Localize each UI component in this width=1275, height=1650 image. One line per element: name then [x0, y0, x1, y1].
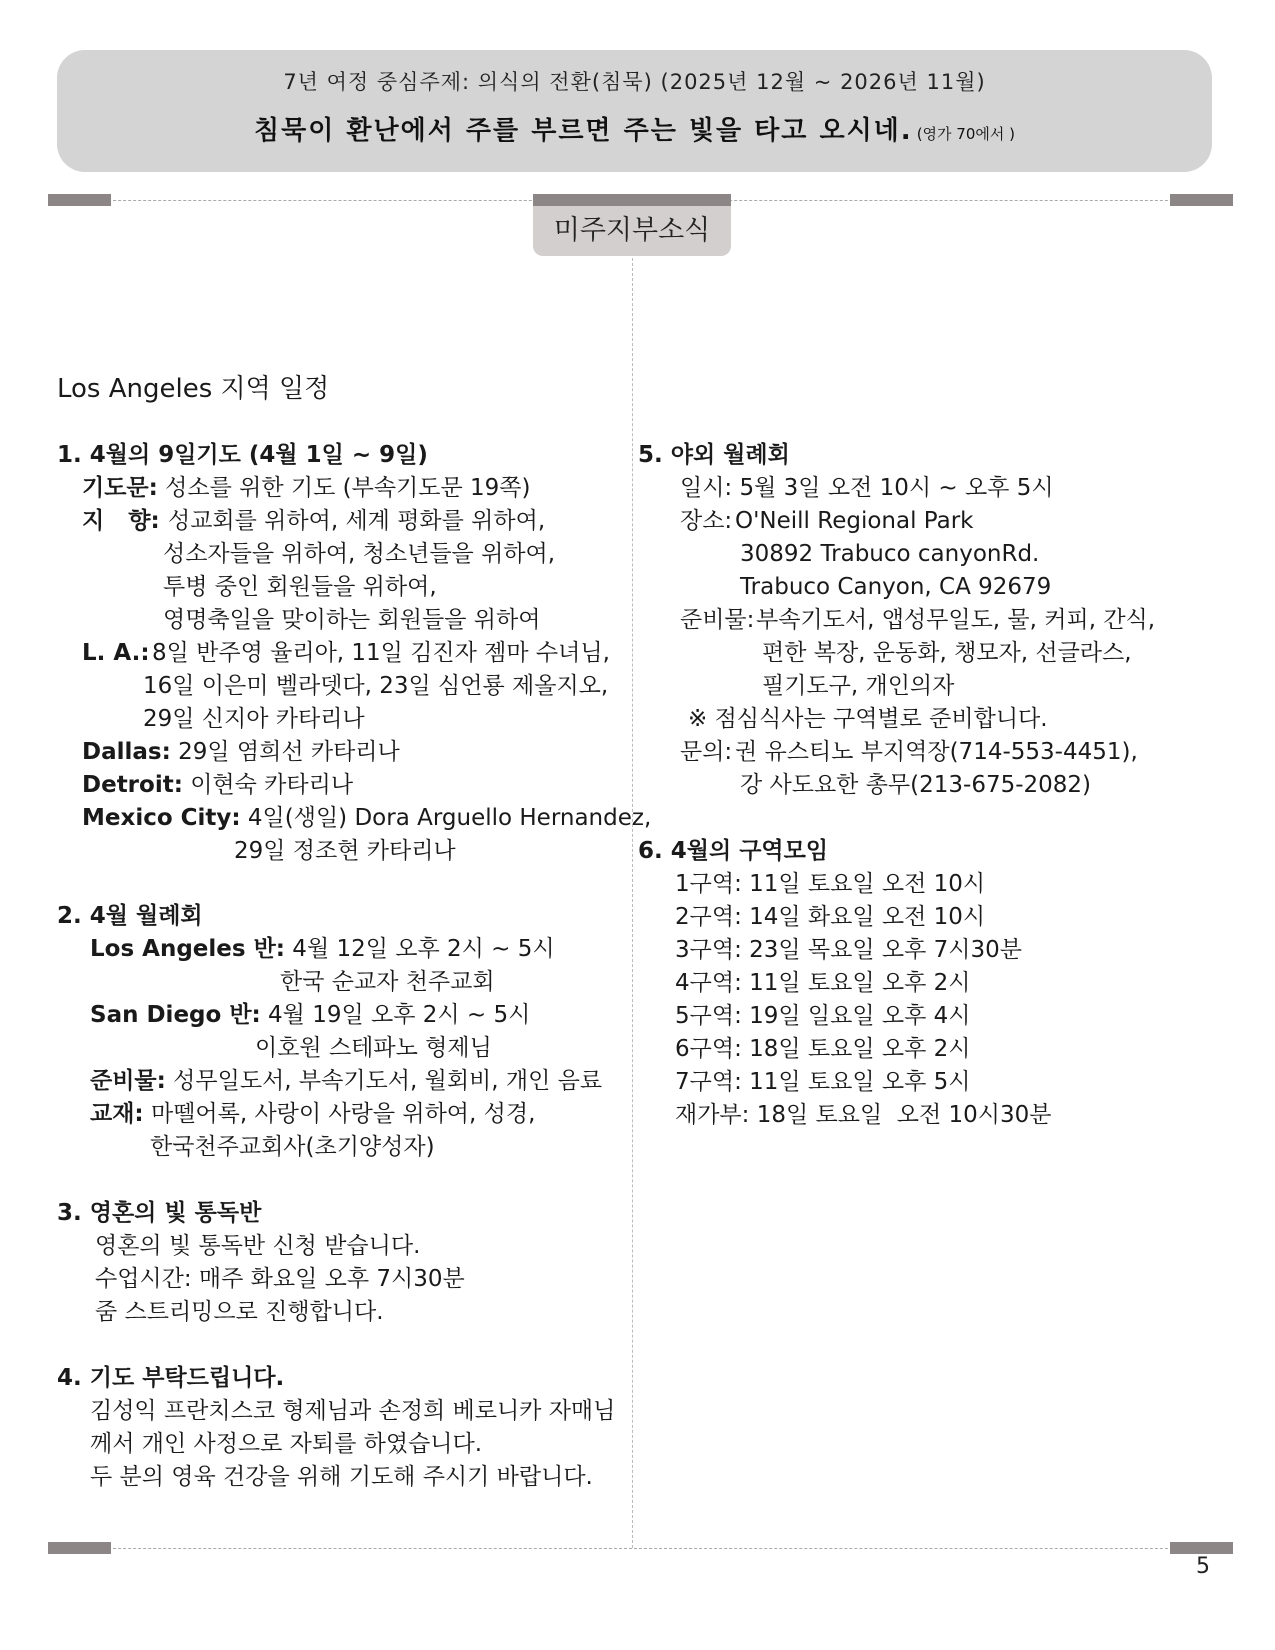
prayer-request-line: 께서 개인 사정으로 자퇴를 하였습니다.: [90, 1431, 483, 1457]
prayer-label: 기도문:: [82, 475, 158, 501]
section-4-heading: 4. 기도 부탁드립니다.: [57, 1365, 285, 1391]
banner-theme-line: 7년 여정 중심주제: 의식의 전환(침묵) (2025년 12월 ~ 2026년 11월): [283, 70, 986, 94]
column-divider: [632, 258, 633, 1548]
reading-line: 영혼의 빛 통독반 신청 받습니다.: [95, 1233, 421, 1259]
district-meeting-row: 7구역: 11일 토요일 오후 5시: [675, 1069, 971, 1095]
intent-label: 지 향:: [82, 508, 160, 534]
section-5-heading: 5. 야외 월례회: [638, 442, 790, 468]
contact-line: 강 사도요한 총무(213-675-2082): [740, 772, 1092, 798]
textbook-label: 교재:: [90, 1101, 144, 1127]
prayer-text: 성소를 위한 기도 (부속기도문 19쪽): [157, 475, 531, 501]
la-label: L. A.:: [82, 640, 150, 666]
contact-label: 문의:: [680, 739, 733, 765]
la-line: 16일 이은미 벨라뎃다, 23일 심언룡 제올지오,: [143, 673, 609, 699]
mexico-line: [82, 802, 651, 835]
lunch-note: ※ 점심식사는 구역별로 준비합니다.: [688, 706, 1048, 732]
sd-meeting-time: 4월 19일 오후 2시 ~ 5시: [260, 1002, 531, 1028]
intent-line: 영명축일을 맞이하는 회원들을 위하여: [163, 607, 541, 633]
textbook-line-2: 한국천주교회사(초기양성자): [150, 1134, 435, 1160]
outing-place-label: 장소:: [680, 508, 733, 534]
textbook-line: [90, 1098, 535, 1131]
section-title-tab: 미주지부소식: [533, 194, 731, 256]
detroit-label: Detroit:: [82, 772, 183, 798]
la-meeting-place: 한국 순교자 천주교회: [280, 969, 495, 995]
outing-place-line: 30892 Trabuco canyonRd.: [740, 541, 1040, 567]
prep-label: 준비물:: [90, 1068, 166, 1094]
sd-meeting-label: San Diego 반:: [90, 1002, 261, 1028]
district-meeting-row: 1구역: 11일 토요일 오전 10시: [675, 871, 986, 897]
bottom-left-bar: [48, 1542, 111, 1554]
top-right-bar: [1170, 194, 1233, 206]
banner-verse-line: [57, 110, 1212, 147]
section-6-heading: 6. 4월의 구역모임: [638, 838, 829, 864]
la-meeting-line: [90, 933, 555, 966]
la-line: 29일 신지아 카타리나: [143, 706, 365, 732]
mexico-text: 4일(생일) Dora Arguello Hernandez,: [240, 805, 652, 831]
banner-verse-text: 침묵이 환난에서 주를 부르면 주는 빛을 타고 오시네.: [254, 116, 913, 146]
sd-meeting-place: 이호원 스테파노 형제님: [255, 1035, 492, 1061]
intent-line: 성교회를 위하여, 세계 평화를 위하여,: [168, 508, 546, 534]
outing-prep-line: 부속기도서, 앱성무일도, 물, 커피, 간식,: [756, 607, 1156, 633]
detroit-line: [82, 769, 353, 802]
dallas-line: [82, 736, 400, 769]
district-meeting-row: 4구역: 11일 토요일 오후 2시: [675, 970, 971, 996]
contact-line: 권 유스티노 부지역장(714-553-4451),: [735, 739, 1138, 765]
prayer-request-line: 김성익 프란치스코 형제님과 손정희 베로니카 자매님: [90, 1398, 616, 1424]
district-meeting-row: 3구역: 23일 목요일 오후 7시30분: [675, 937, 1022, 963]
outing-date: 일시: 5월 3일 오전 10시 ~ 오후 5시: [680, 475, 1054, 501]
reading-line: 수업시간: 매주 화요일 오후 7시30분: [95, 1266, 465, 1292]
theme-banner: [57, 50, 1212, 172]
district-meeting-row: 6구역: 18일 토요일 오후 2시: [675, 1036, 971, 1062]
top-left-bar: [48, 194, 111, 206]
banner-verse-source: (영가 70에서 ): [916, 125, 1015, 143]
reading-line: 줌 스트리밍으로 진행합니다.: [95, 1299, 384, 1325]
section-1-heading: 1. 4월의 9일기도 (4월 1일 ~ 9일): [57, 442, 428, 468]
detroit-text: 이현숙 카타리나: [182, 772, 354, 798]
la-line: 8일 반주영 율리아, 11일 김진자 젬마 수녀님,: [152, 640, 610, 666]
textbook-text: 마뗄어록, 사랑이 사랑을 위하여, 성경,: [143, 1101, 536, 1127]
outing-place-line: O'Neill Regional Park: [735, 508, 974, 534]
outing-prep-label: 준비물:: [680, 607, 755, 633]
la-meeting-time: 4월 12일 오후 2시 ~ 5시: [285, 936, 555, 962]
mexico-label: Mexico City:: [82, 805, 241, 831]
prayer-request-line: 두 분의 영육 건강을 위해 기도해 주시기 바랍니다.: [90, 1464, 593, 1490]
sd-meeting-line: [90, 999, 530, 1032]
outing-place-line: Trabuco Canyon, CA 92679: [740, 574, 1052, 600]
intent-line: 성소자들을 위하여, 청소년들을 위하여,: [163, 541, 556, 567]
page-number: 5: [1196, 1554, 1210, 1579]
district-meeting-row: 5구역: 19일 일요일 오후 4시: [675, 1003, 971, 1029]
outing-prep-line: 필기도구, 개인의자: [762, 673, 955, 699]
bottom-right-bar: [1170, 1542, 1233, 1554]
region-schedule-title: Los Angeles 지역 일정: [57, 374, 330, 404]
section-2-heading: 2. 4월 월례회: [57, 903, 203, 929]
prep-line: [90, 1065, 602, 1098]
intent-line: 투병 중인 회원들을 위하여,: [163, 574, 437, 600]
mexico-line-2: 29일 정조현 카타리나: [234, 838, 456, 864]
dallas-text: 29일 염희선 카타리나: [170, 739, 400, 765]
prayer-line: [82, 472, 530, 505]
section-3-heading: 3. 영혼의 빛 통독반: [57, 1200, 262, 1226]
district-meeting-row: 재가부: 18일 토요일 오전 10시30분: [675, 1102, 1052, 1128]
la-meeting-label: Los Angeles 반:: [90, 936, 285, 962]
dallas-label: Dallas:: [82, 739, 171, 765]
district-meeting-row: 2구역: 14일 화요일 오전 10시: [675, 904, 986, 930]
prep-text: 성무일도서, 부속기도서, 월회비, 개인 음료: [165, 1068, 603, 1094]
outing-prep-line: 편한 복장, 운동화, 챙모자, 선글라스,: [762, 640, 1132, 666]
bottom-divider: [48, 1548, 1233, 1549]
